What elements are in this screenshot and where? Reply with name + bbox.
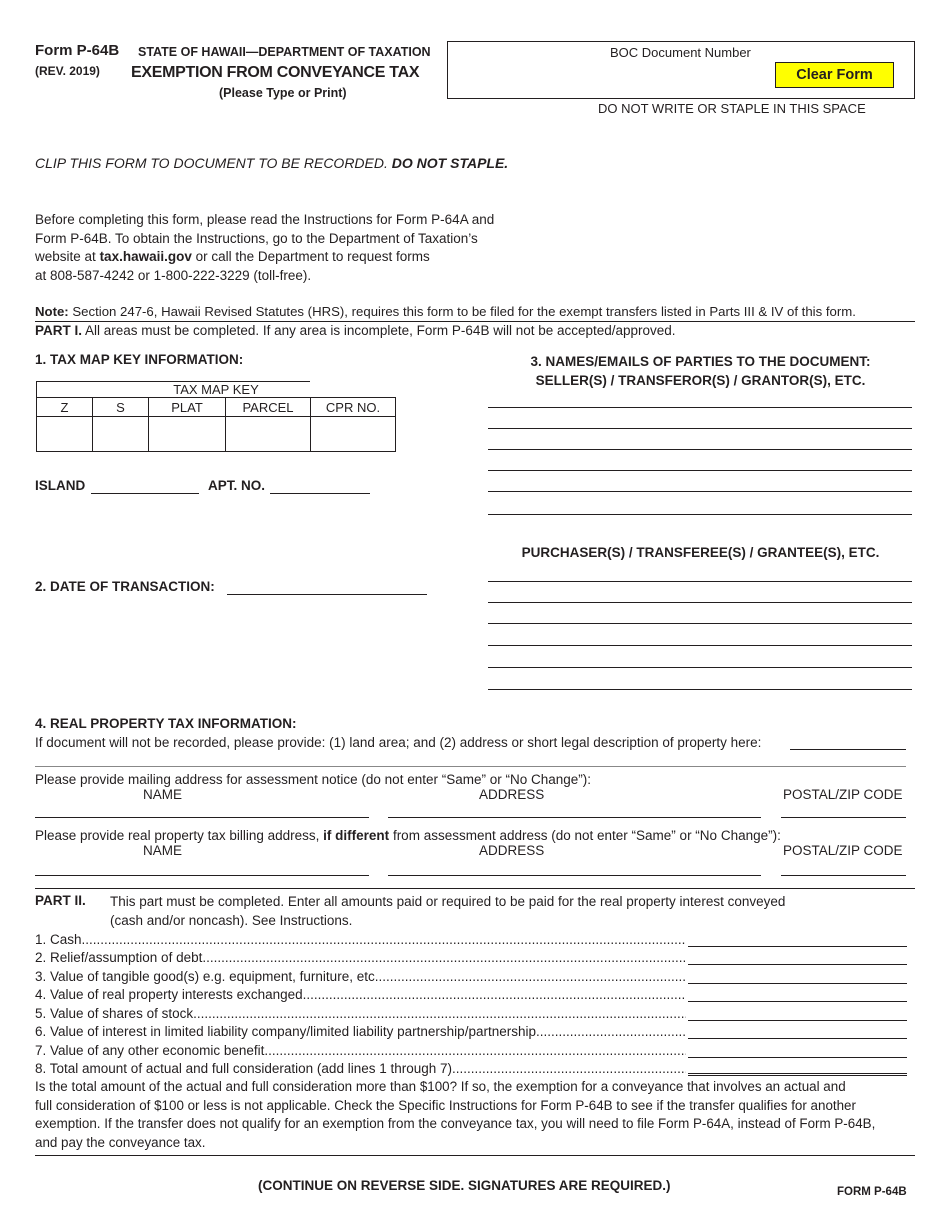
mailing-zip-field[interactable] [781, 817, 906, 818]
billing-name-label: NAME [143, 843, 183, 858]
clip-instruction: CLIP THIS FORM TO DOCUMENT TO BE RECORDED. DO NOT STAPLE. [35, 155, 509, 171]
apt-field[interactable] [270, 493, 370, 494]
seller-line[interactable] [488, 428, 912, 429]
footer-form-id: FORM P-64B [837, 1186, 907, 1198]
purchaser-line[interactable] [488, 581, 912, 582]
section1-title: 1. TAX MAP KEY INFORMATION: [35, 352, 244, 367]
cash-field[interactable] [688, 932, 907, 947]
billing-name-field[interactable] [35, 875, 369, 876]
purchaser-title: PURCHASER(S) / TRANSFEREE(S) / GRANTEE(S), ETC. [521, 545, 880, 560]
llc-interest-field[interactable] [688, 1024, 907, 1039]
tmk-col-cpr: CPR NO. [311, 398, 396, 417]
date-field[interactable] [227, 594, 427, 595]
billing-address-field[interactable] [388, 875, 761, 876]
island-field[interactable] [91, 493, 199, 494]
agency: STATE OF HAWAII—DEPARTMENT OF TAXATION [138, 45, 431, 59]
tmk-col-z: Z [37, 398, 93, 417]
llc-interest-row: 6. Value of interest in limited liability company/limited liability partnership/partnership ..... [35, 1021, 907, 1039]
tmk-s-input[interactable] [93, 417, 149, 452]
clear-form-button[interactable]: Clear Form [775, 62, 894, 88]
continue-notice: (CONTINUE ON REVERSE SIDE. SIGNATURES ARE REQUIRED.) [258, 1178, 671, 1193]
tmk-parcel-input[interactable] [226, 417, 311, 452]
land-field-line[interactable] [35, 766, 906, 767]
billing-address-label: ADDRESS [479, 843, 545, 858]
purchaser-line[interactable] [488, 645, 912, 646]
revision: (REV. 2019) [35, 64, 100, 78]
mailing-address-label: ADDRESS [479, 787, 545, 802]
seller-line[interactable] [488, 407, 912, 408]
note: Note: Section 247-6, Hawaii Revised Statutes (HRS), requires this form to be filed for the exempt transfers listed in Parts III & IV of this form. [35, 304, 856, 319]
other-benefit-field[interactable] [688, 1043, 907, 1058]
divider [35, 321, 915, 322]
no-staple-notice: DO NOT WRITE OR STAPLE IN THIS SPACE [598, 101, 866, 116]
total-row: 8. Total amount of actual and full consideration (add lines 1 through 7) ..... [35, 1058, 907, 1076]
billing-prompt: Please provide real property tax billing address, if different from assessment address (do not enter “Same” or “No Change”): [35, 828, 781, 843]
mailing-name-field[interactable] [35, 817, 369, 818]
boc-label: BOC Document Number [610, 45, 751, 60]
other-benefit-row: 7. Value of any other economic benefit ..... [35, 1040, 907, 1058]
purchaser-line[interactable] [488, 602, 912, 603]
billing-zip-label: POSTAL/ZIP CODE [783, 843, 903, 858]
land-description-prompt: If document will not be recorded, please provide: (1) land area; and (2) address or short legal description of property here: [35, 735, 762, 750]
tmk-z-input[interactable] [37, 417, 93, 452]
seller-line[interactable] [488, 449, 912, 450]
purchaser-line[interactable] [488, 689, 912, 690]
part2-instructions: This part must be completed. Enter all amounts paid or required to be paid for the real property interest conveyed (cash and/or noncash). See Instructions. [110, 894, 786, 928]
total-field[interactable] [688, 1059, 907, 1076]
tax-website-link[interactable]: tax.hawaii.gov [99, 249, 192, 264]
tangible-goods-field[interactable] [688, 969, 907, 984]
intro-paragraph: Before completing this form, please read the Instructions for Form P-64A and Form P-64B. To obtain the Instructions, go to the Department of Taxation’s website at tax.hawaii.gov or call the Department to request forms at 808-587-4242 or 1-800-222-3229 (toll-free). [35, 212, 495, 283]
billing-zip-field[interactable] [781, 875, 906, 876]
shares-field[interactable] [688, 1006, 907, 1021]
mailing-prompt: Please provide mailing address for assessment notice (do not enter “Same” or “No Change”): [35, 772, 592, 787]
purchaser-line[interactable] [488, 623, 912, 624]
tmk-header: TAX MAP KEY [37, 382, 396, 398]
tangible-goods-row: 3. Value of tangible good(s) e.g. equipment, furniture, etc. ..... [35, 966, 907, 984]
type-or-print: (Please Type or Print) [219, 86, 347, 100]
section2-title: 2. DATE OF TRANSACTION: [35, 579, 215, 594]
land-field[interactable] [790, 749, 906, 750]
form-id: Form P-64B [35, 42, 120, 59]
mailing-address-field[interactable] [388, 817, 761, 818]
consideration-paragraph: Is the total amount of the actual and full consideration more than $100? If so, the exemption for a conveyance that involves an actual and full consideration of $100 or less is not applicable. Check the Specific Instructions for Form P-64B to see if the transfer qualifies for another exemption. If the transfer does not qualify for an exemption from the conveyance tax, you will need to file Form P-64A, instead of Form P-64B, and pay the conveyance tax. [35, 1079, 876, 1151]
tmk-col-plat: PLAT [149, 398, 226, 417]
seller-line[interactable] [488, 514, 912, 515]
debt-field[interactable] [688, 950, 907, 965]
cash-row: 1. Cash ..... [35, 929, 907, 947]
divider [35, 1155, 915, 1156]
seller-line[interactable] [488, 470, 912, 471]
form-title: EXEMPTION FROM CONVEYANCE TAX [131, 64, 420, 81]
mailing-zip-label: POSTAL/ZIP CODE [783, 787, 903, 802]
section3-title: 3. NAMES/EMAILS OF PARTIES TO THE DOCUMENT: SELLER(S) / TRANSFEROR(S) / GRANTOR(S), ETC. [530, 354, 871, 388]
apt-label: APT. NO. [208, 478, 266, 493]
real-property-row: 4. Value of real property interests exchanged ..... [35, 984, 907, 1002]
shares-row: 5. Value of shares of stock ..... [35, 1003, 907, 1021]
part2-label: PART II. [35, 893, 86, 908]
purchaser-line[interactable] [488, 667, 912, 668]
island-label: ISLAND [35, 478, 86, 493]
section4-title: 4. REAL PROPERTY TAX INFORMATION: [35, 716, 297, 731]
part1-heading: PART I. All areas must be completed. If any area is incomplete, Form P-64B will not be accepted/approved. [35, 323, 676, 338]
tmk-cpr-input[interactable] [311, 417, 396, 452]
mailing-name-label: NAME [143, 787, 183, 802]
tmk-col-parcel: PARCEL [226, 398, 311, 417]
tmk-plat-input[interactable] [149, 417, 226, 452]
seller-line[interactable] [488, 491, 912, 492]
real-property-field[interactable] [688, 987, 907, 1002]
debt-row: 2. Relief/assumption of debt ..... [35, 947, 907, 965]
divider [35, 888, 915, 889]
tmk-col-s: S [93, 398, 149, 417]
